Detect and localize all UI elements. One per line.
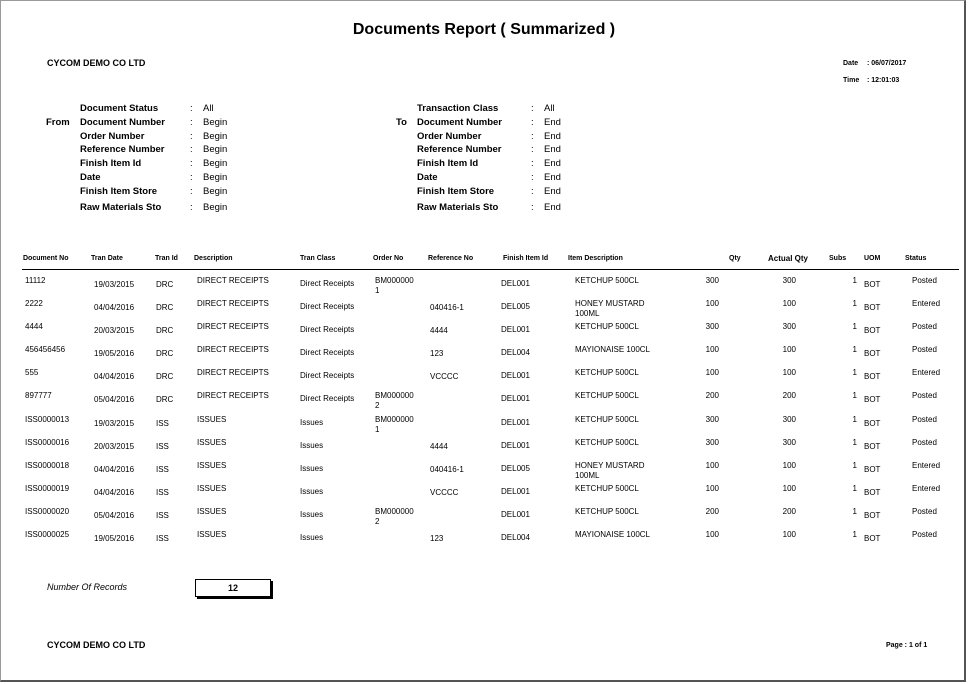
cell-tran-class: Issues bbox=[300, 464, 324, 473]
cell-tran-class: Direct Receipts bbox=[300, 371, 355, 380]
criteria-right-label: Document Number bbox=[417, 117, 502, 128]
criteria-left-label: Date bbox=[80, 172, 101, 183]
cell-tran-id: DRC bbox=[156, 372, 174, 381]
cell-uom: BOT bbox=[864, 442, 881, 451]
cell-order-no: BM000000 1 bbox=[375, 276, 414, 295]
cell-tran-class: Direct Receipts bbox=[300, 279, 355, 288]
cell-tran-id: ISS bbox=[156, 534, 169, 543]
criteria-left-value: Begin bbox=[203, 202, 228, 213]
criteria-right-separator: : bbox=[531, 186, 534, 197]
cell-qty: 300 bbox=[705, 276, 719, 285]
column-header-status: Status bbox=[905, 255, 927, 262]
cell-actual-qty: 100 bbox=[782, 530, 796, 539]
criteria-right-label: Finish Item Id bbox=[417, 158, 479, 169]
cell-qty: 100 bbox=[705, 530, 719, 539]
cell-subs: 1 bbox=[852, 415, 857, 424]
cell-tran-id: ISS bbox=[156, 511, 169, 520]
cell-subs: 1 bbox=[852, 299, 857, 308]
cell-item-description: HONEY MUSTARD 100ML bbox=[575, 461, 645, 480]
criteria-left-value: Begin bbox=[203, 131, 228, 142]
cell-finish-item-id: DEL001 bbox=[501, 418, 530, 427]
criteria-right-separator: : bbox=[531, 172, 534, 183]
records-label: Number Of Records bbox=[47, 582, 128, 592]
column-header-finish-item-id: Finish Item Id bbox=[503, 255, 549, 262]
cell-tran-date: 05/04/2016 bbox=[94, 511, 135, 520]
cell-qty: 100 bbox=[705, 299, 719, 308]
report-title: Documents Report ( Summarized ) bbox=[352, 21, 616, 38]
cell-uom: BOT bbox=[864, 511, 881, 520]
cell-item-description: KETCHUP 500CL bbox=[575, 391, 639, 400]
cell-tran-id: ISS bbox=[156, 465, 169, 474]
cell-tran-class: Issues bbox=[300, 487, 324, 496]
column-header-uom: UOM bbox=[864, 255, 881, 262]
cell-description: DIRECT RECEIPTS bbox=[197, 322, 269, 331]
cell-finish-item-id: DEL001 bbox=[501, 279, 530, 288]
cell-uom: BOT bbox=[864, 280, 881, 289]
cell-uom: BOT bbox=[864, 465, 881, 474]
cell-tran-date: 19/03/2015 bbox=[94, 419, 135, 428]
cell-tran-class: Direct Receipts bbox=[300, 325, 355, 334]
column-header-tran-date: Tran Date bbox=[91, 255, 123, 262]
cell-qty: 200 bbox=[705, 507, 719, 516]
cell-tran-date: 04/04/2016 bbox=[94, 465, 135, 474]
header-rule bbox=[22, 269, 959, 270]
cell-document-no: 456456456 bbox=[25, 345, 66, 354]
cell-order-no: BM000000 2 bbox=[375, 391, 414, 410]
cell-qty: 300 bbox=[705, 438, 719, 447]
cell-tran-id: ISS bbox=[156, 419, 169, 428]
criteria-left-value: All bbox=[203, 103, 214, 114]
criteria-left-label: Finish Item Store bbox=[80, 186, 158, 197]
cell-tran-id: DRC bbox=[156, 395, 174, 404]
cell-reference-no: 040416-1 bbox=[430, 465, 464, 474]
cell-item-description: KETCHUP 500CL bbox=[575, 415, 639, 424]
criteria-right-separator: : bbox=[531, 144, 534, 155]
cell-tran-id: DRC bbox=[156, 349, 174, 358]
cell-finish-item-id: DEL001 bbox=[501, 371, 530, 380]
cell-document-no: ISS0000013 bbox=[25, 415, 70, 424]
cell-document-no: 4444 bbox=[25, 322, 43, 331]
cell-status: Posted bbox=[912, 507, 937, 516]
criteria-right-value: End bbox=[544, 117, 561, 128]
cell-finish-item-id: DEL004 bbox=[501, 348, 530, 357]
cell-tran-id: ISS bbox=[156, 488, 169, 497]
cell-reference-no: 123 bbox=[430, 349, 444, 358]
criteria-left-separator: : bbox=[190, 117, 193, 128]
criteria-right-label: Reference Number bbox=[417, 144, 502, 155]
column-header-tran-class: Tran Class bbox=[300, 255, 336, 262]
criteria-left-value: Begin bbox=[203, 117, 228, 128]
cell-tran-class: Issues bbox=[300, 533, 324, 542]
cell-tran-date: 05/04/2016 bbox=[94, 395, 135, 404]
cell-status: Posted bbox=[912, 345, 937, 354]
cell-item-description: KETCHUP 500CL bbox=[575, 368, 639, 377]
cell-finish-item-id: DEL001 bbox=[501, 441, 530, 450]
cell-qty: 200 bbox=[705, 391, 719, 400]
cell-item-description: KETCHUP 500CL bbox=[575, 276, 639, 285]
cell-actual-qty: 200 bbox=[782, 391, 796, 400]
cell-tran-class: Direct Receipts bbox=[300, 394, 355, 403]
cell-tran-id: ISS bbox=[156, 442, 169, 451]
cell-subs: 1 bbox=[852, 461, 857, 470]
cell-finish-item-id: DEL005 bbox=[501, 464, 530, 473]
cell-subs: 1 bbox=[852, 276, 857, 285]
criteria-left-label: Order Number bbox=[80, 131, 145, 142]
time-value: : 12:01:03 bbox=[867, 77, 900, 84]
cell-description: DIRECT RECEIPTS bbox=[197, 368, 269, 377]
cell-finish-item-id: DEL005 bbox=[501, 302, 530, 311]
cell-description: DIRECT RECEIPTS bbox=[197, 391, 269, 400]
cell-description: ISSUES bbox=[197, 530, 227, 539]
criteria-left-separator: : bbox=[190, 202, 193, 213]
criteria-right-value: End bbox=[544, 158, 561, 169]
cell-document-no: ISS0000016 bbox=[25, 438, 70, 447]
cell-subs: 1 bbox=[852, 345, 857, 354]
criteria-right-value: End bbox=[544, 144, 561, 155]
time-label: Time bbox=[843, 77, 860, 84]
cell-actual-qty: 300 bbox=[782, 438, 796, 447]
cell-order-no: BM000000 2 bbox=[375, 507, 414, 526]
cell-actual-qty: 100 bbox=[782, 368, 796, 377]
cell-description: DIRECT RECEIPTS bbox=[197, 345, 269, 354]
cell-subs: 1 bbox=[852, 507, 857, 516]
cell-reference-no: VCCCC bbox=[430, 488, 459, 497]
cell-actual-qty: 100 bbox=[782, 461, 796, 470]
cell-actual-qty: 300 bbox=[782, 415, 796, 424]
cell-description: ISSUES bbox=[197, 415, 227, 424]
cell-status: Posted bbox=[912, 415, 937, 424]
cell-actual-qty: 200 bbox=[782, 507, 796, 516]
cell-tran-class: Issues bbox=[300, 441, 324, 450]
cell-tran-id: DRC bbox=[156, 326, 174, 335]
cell-tran-date: 04/04/2016 bbox=[94, 488, 135, 497]
criteria-right-separator: : bbox=[531, 158, 534, 169]
cell-reference-no: 4444 bbox=[430, 326, 448, 335]
cell-document-no: ISS0000019 bbox=[25, 484, 70, 493]
criteria-right-value: End bbox=[544, 202, 561, 213]
criteria-right-label: Transaction Class bbox=[417, 103, 499, 114]
cell-description: ISSUES bbox=[197, 484, 227, 493]
column-header-qty: Qty bbox=[729, 255, 741, 262]
cell-subs: 1 bbox=[852, 530, 857, 539]
criteria-left-separator: : bbox=[190, 172, 193, 183]
criteria-left-label: Raw Materials Sto bbox=[80, 202, 162, 213]
criteria-right-value: All bbox=[544, 103, 555, 114]
cell-tran-class: Issues bbox=[300, 510, 324, 519]
cell-tran-class: Direct Receipts bbox=[300, 302, 355, 311]
cell-tran-date: 19/05/2016 bbox=[94, 349, 135, 358]
cell-item-description: KETCHUP 500CL bbox=[575, 438, 639, 447]
cell-document-no: ISS0000025 bbox=[25, 530, 70, 539]
cell-description: DIRECT RECEIPTS bbox=[197, 299, 269, 308]
column-header-subs: Subs bbox=[829, 255, 847, 262]
criteria-left-value: Begin bbox=[203, 186, 228, 197]
column-header-actual-qty: Actual Qty bbox=[768, 254, 809, 263]
cell-item-description: KETCHUP 500CL bbox=[575, 322, 639, 331]
cell-uom: BOT bbox=[864, 488, 881, 497]
cell-qty: 100 bbox=[705, 484, 719, 493]
column-header-order-no: Order No bbox=[373, 255, 404, 262]
cell-item-description: MAYIONAISE 100CL bbox=[575, 530, 650, 539]
date-value: : 06/07/2017 bbox=[867, 60, 907, 67]
cell-subs: 1 bbox=[852, 484, 857, 493]
column-header-reference-no: Reference No bbox=[428, 255, 474, 262]
criteria-right-separator: : bbox=[531, 131, 534, 142]
cell-document-no: 11112 bbox=[25, 276, 46, 285]
page-number: Page : 1 of 1 bbox=[886, 642, 928, 649]
cell-qty: 300 bbox=[705, 415, 719, 424]
cell-item-description: MAYIONAISE 100CL bbox=[575, 345, 650, 354]
cell-finish-item-id: DEL001 bbox=[501, 325, 530, 334]
criteria-left-separator: : bbox=[190, 103, 193, 114]
column-header-document-no: Document No bbox=[23, 255, 69, 262]
cell-actual-qty: 100 bbox=[782, 484, 796, 493]
criteria-right-separator: : bbox=[531, 117, 534, 128]
cell-reference-no: 123 bbox=[430, 534, 444, 543]
criteria-left-separator: : bbox=[190, 158, 193, 169]
date-label: Date bbox=[843, 60, 859, 67]
cell-tran-date: 19/03/2015 bbox=[94, 280, 135, 289]
cell-status: Posted bbox=[912, 322, 937, 331]
criteria-right-value: End bbox=[544, 131, 561, 142]
cell-tran-date: 04/04/2016 bbox=[94, 303, 135, 312]
footer-company: CYCOM DEMO CO LTD bbox=[47, 640, 146, 650]
cell-finish-item-id: DEL001 bbox=[501, 510, 530, 519]
criteria-right-label: Finish Item Store bbox=[417, 186, 495, 197]
cell-tran-class: Issues bbox=[300, 418, 324, 427]
cell-description: DIRECT RECEIPTS bbox=[197, 276, 269, 285]
criteria-left-label: Document Number bbox=[80, 117, 165, 128]
cell-uom: BOT bbox=[864, 395, 881, 404]
cell-actual-qty: 300 bbox=[782, 322, 796, 331]
cell-description: ISSUES bbox=[197, 438, 227, 447]
criteria-right-value: End bbox=[544, 172, 561, 183]
column-header-item-description: Item Description bbox=[568, 255, 623, 262]
cell-actual-qty: 100 bbox=[782, 299, 796, 308]
cell-tran-date: 20/03/2015 bbox=[94, 442, 135, 451]
cell-status: Posted bbox=[912, 391, 937, 400]
criteria-right-value: End bbox=[544, 186, 561, 197]
cell-qty: 300 bbox=[705, 322, 719, 331]
cell-reference-no: 4444 bbox=[430, 442, 448, 451]
cell-qty: 100 bbox=[705, 345, 719, 354]
cell-finish-item-id: DEL001 bbox=[501, 394, 530, 403]
criteria-right-label: Order Number bbox=[417, 131, 482, 142]
from-label: From bbox=[46, 117, 70, 128]
cell-uom: BOT bbox=[864, 419, 881, 428]
cell-status: Posted bbox=[912, 530, 937, 539]
criteria-left-label: Finish Item Id bbox=[80, 158, 142, 169]
cell-finish-item-id: DEL004 bbox=[501, 533, 530, 542]
cell-order-no: BM000000 1 bbox=[375, 415, 414, 434]
cell-description: ISSUES bbox=[197, 461, 227, 470]
cell-document-no: ISS0000018 bbox=[25, 461, 70, 470]
company-name: CYCOM DEMO CO LTD bbox=[47, 58, 146, 68]
cell-uom: BOT bbox=[864, 372, 881, 381]
cell-tran-class: Direct Receipts bbox=[300, 348, 355, 357]
cell-status: Entered bbox=[912, 299, 941, 308]
cell-status: Posted bbox=[912, 276, 937, 285]
criteria-right-separator: : bbox=[531, 103, 534, 114]
cell-qty: 100 bbox=[705, 461, 719, 470]
cell-document-no: 555 bbox=[25, 368, 39, 377]
cell-uom: BOT bbox=[864, 349, 881, 358]
cell-tran-date: 19/05/2016 bbox=[94, 534, 135, 543]
cell-qty: 100 bbox=[705, 368, 719, 377]
cell-subs: 1 bbox=[852, 438, 857, 447]
cell-uom: BOT bbox=[864, 534, 881, 543]
cell-reference-no: 040416-1 bbox=[430, 303, 464, 312]
criteria-left-separator: : bbox=[190, 131, 193, 142]
cell-uom: BOT bbox=[864, 303, 881, 312]
cell-tran-id: DRC bbox=[156, 303, 174, 312]
cell-actual-qty: 300 bbox=[782, 276, 796, 285]
criteria-left-separator: : bbox=[190, 144, 193, 155]
cell-document-no: ISS0000020 bbox=[25, 507, 70, 516]
criteria-right-label: Date bbox=[417, 172, 438, 183]
criteria-left-separator: : bbox=[190, 186, 193, 197]
cell-status: Entered bbox=[912, 368, 941, 377]
criteria-left-value: Begin bbox=[203, 172, 228, 183]
criteria-right-label: Raw Materials Sto bbox=[417, 202, 499, 213]
criteria-left-label: Document Status bbox=[80, 103, 159, 114]
cell-tran-date: 20/03/2015 bbox=[94, 326, 135, 335]
cell-status: Posted bbox=[912, 438, 937, 447]
cell-subs: 1 bbox=[852, 391, 857, 400]
to-label: To bbox=[396, 117, 407, 128]
cell-document-no: 2222 bbox=[25, 299, 43, 308]
criteria-left-label: Reference Number bbox=[80, 144, 165, 155]
column-header-description: Description bbox=[194, 255, 233, 262]
cell-subs: 1 bbox=[852, 322, 857, 331]
cell-tran-date: 04/04/2016 bbox=[94, 372, 135, 381]
criteria-right-separator: : bbox=[531, 202, 534, 213]
cell-status: Entered bbox=[912, 461, 941, 470]
cell-status: Entered bbox=[912, 484, 941, 493]
cell-actual-qty: 100 bbox=[782, 345, 796, 354]
cell-item-description: KETCHUP 500CL bbox=[575, 507, 639, 516]
cell-document-no: 897777 bbox=[25, 391, 52, 400]
cell-item-description: HONEY MUSTARD 100ML bbox=[575, 299, 645, 318]
cell-item-description: KETCHUP 500CL bbox=[575, 484, 639, 493]
cell-finish-item-id: DEL001 bbox=[501, 487, 530, 496]
records-count-box: 12 bbox=[195, 579, 271, 597]
cell-reference-no: VCCCC bbox=[430, 372, 459, 381]
cell-uom: BOT bbox=[864, 326, 881, 335]
cell-tran-id: DRC bbox=[156, 280, 174, 289]
cell-subs: 1 bbox=[852, 368, 857, 377]
criteria-left-value: Begin bbox=[203, 158, 228, 169]
column-header-tran-id: Tran Id bbox=[155, 255, 178, 262]
criteria-left-value: Begin bbox=[203, 144, 228, 155]
cell-description: ISSUES bbox=[197, 507, 227, 516]
